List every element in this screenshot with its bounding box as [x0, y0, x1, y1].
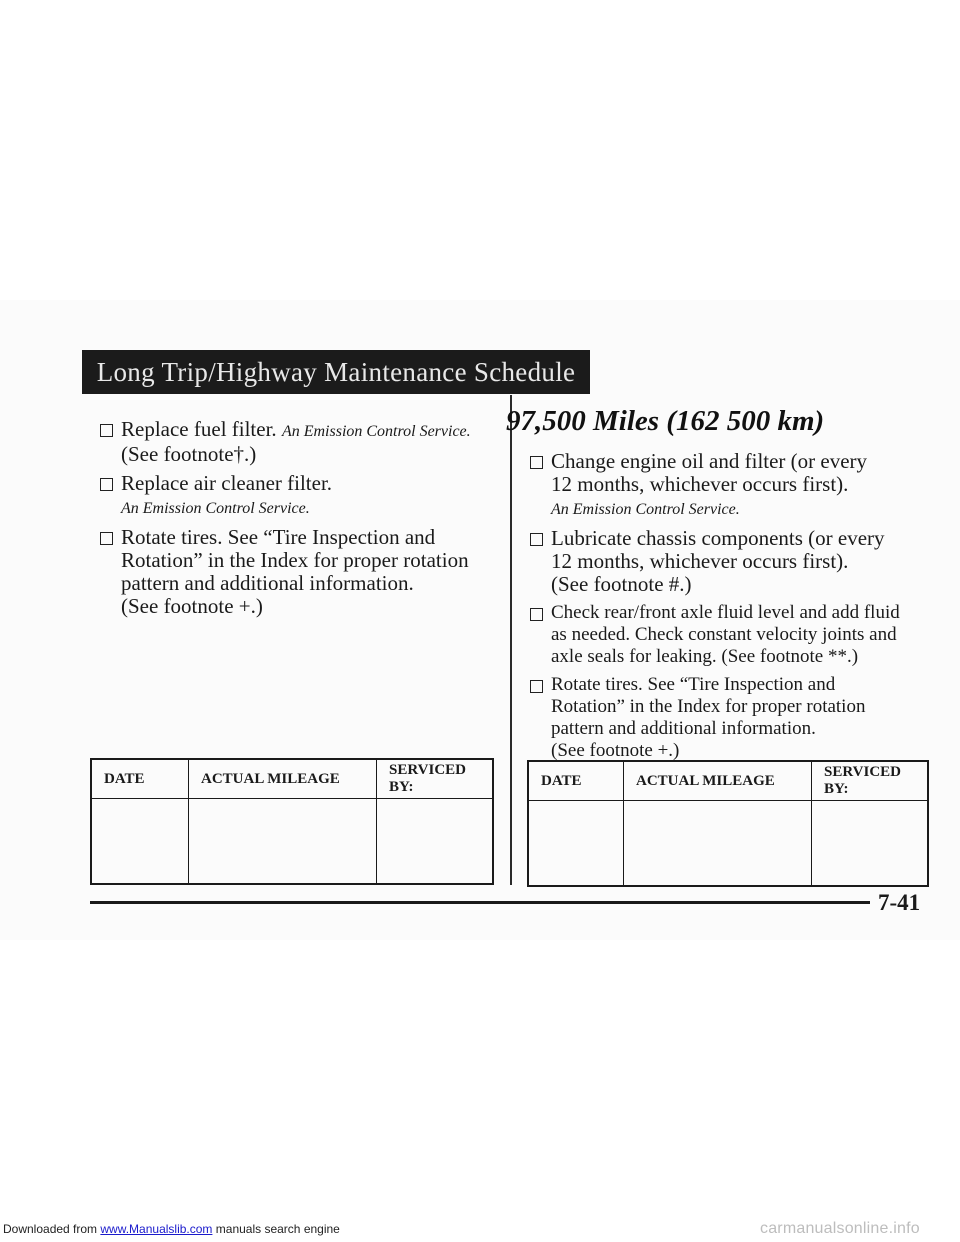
column-header-date: DATE	[528, 761, 624, 801]
schedule-header-banner: Long Trip/Highway Maintenance Schedule	[82, 350, 590, 394]
mileage-cell[interactable]	[189, 799, 377, 885]
item-text: Replace air cleaner filter.	[121, 471, 333, 495]
item-text: Check rear/front axle fluid level and add fluid	[551, 602, 900, 623]
section-title: 97,500 Miles (162 500 km)	[506, 405, 825, 437]
checklist-item	[530, 602, 950, 668]
checkbox-icon[interactable]	[100, 532, 113, 545]
checkbox-icon[interactable]	[530, 533, 543, 546]
column-header-date: DATE	[91, 759, 189, 799]
item-text: Change engine oil and filter (or every	[551, 449, 868, 473]
checklist-item	[530, 527, 950, 596]
item-text: (See footnote #.)	[551, 572, 692, 596]
checkbox-icon[interactable]	[530, 680, 543, 693]
item-text: Rotation” in the Index for proper rotation	[121, 548, 469, 572]
date-cell[interactable]	[91, 799, 189, 885]
item-text: 12 months, whichever occurs first).	[551, 472, 849, 496]
item-text: Rotation” in the Index for proper rotation	[551, 696, 866, 717]
column-divider	[510, 395, 512, 885]
item-text: (See footnote†.)	[121, 442, 257, 466]
checklist-item	[100, 526, 500, 618]
item-text: Rotate tires. See “Tire Inspection and	[121, 525, 436, 549]
manualslib-link[interactable]: www.Manualslib.com	[100, 1222, 213, 1236]
item-text: pattern and additional information.	[551, 718, 816, 739]
checkbox-icon[interactable]	[530, 608, 543, 621]
download-footer	[3, 1222, 340, 1236]
item-text: pattern and additional information.	[121, 571, 414, 595]
emission-note: An Emission Control Service.	[121, 500, 310, 517]
mileage-cell[interactable]	[624, 801, 812, 887]
checklist-item	[530, 450, 950, 521]
footer-suffix: manuals search engine	[212, 1222, 340, 1236]
column-header-mileage: ACTUAL MILEAGE	[624, 761, 812, 801]
emission-note: An Emission Control Service.	[281, 423, 471, 440]
emission-note: An Emission Control Service.	[551, 501, 740, 518]
item-text: Lubricate chassis components (or every	[551, 526, 885, 550]
checkbox-icon[interactable]	[100, 478, 113, 491]
service-record-table	[90, 758, 494, 885]
item-text: as needed. Check constant velocity joints and	[551, 624, 897, 645]
serviced-by-cell[interactable]	[377, 799, 494, 885]
checklist-item	[100, 418, 500, 466]
column-header-serviced-by: SERVICED BY:	[812, 761, 929, 801]
service-record-table	[527, 760, 929, 887]
item-text: (See footnote +.)	[121, 594, 263, 618]
column-header-mileage: ACTUAL MILEAGE	[189, 759, 377, 799]
checklist-item	[530, 674, 950, 762]
watermark-text: carmanualsonline.info	[760, 1220, 920, 1237]
checkbox-icon[interactable]	[100, 424, 113, 437]
item-text: Replace fuel filter.	[121, 417, 277, 441]
checklist-item	[100, 472, 500, 520]
date-cell[interactable]	[528, 801, 624, 887]
item-text: (See footnote +.)	[551, 740, 680, 761]
item-text: 12 months, whichever occurs first).	[551, 549, 849, 573]
footer-rule	[90, 901, 870, 904]
item-text: axle seals for leaking. (See footnote **.)	[551, 646, 859, 667]
item-text: Rotate tires. See “Tire Inspection and	[551, 674, 836, 695]
checkbox-icon[interactable]	[530, 456, 543, 469]
page-number: 7-41	[878, 890, 921, 915]
serviced-by-cell[interactable]	[812, 801, 929, 887]
right-column	[530, 450, 950, 768]
left-column	[100, 418, 500, 624]
footer-prefix: Downloaded from	[3, 1222, 101, 1236]
column-header-serviced-by: SERVICED BY:	[377, 759, 494, 799]
